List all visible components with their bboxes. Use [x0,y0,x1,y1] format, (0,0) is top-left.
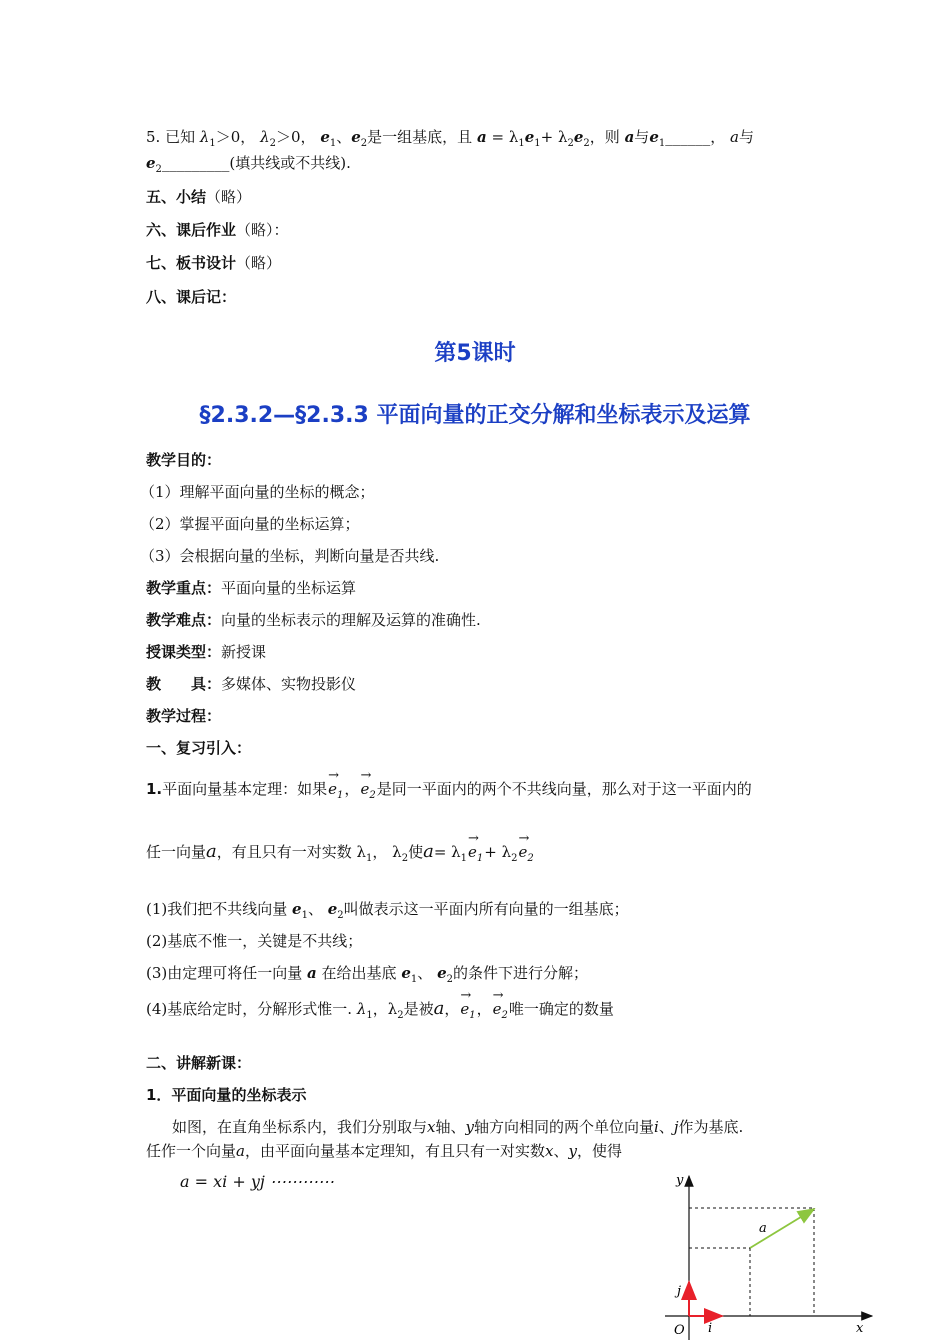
sub: 1 [469,1010,476,1021]
j-label: j [677,1284,682,1299]
sub: 2 [446,974,453,985]
para-text: 轴方向相同的两个单位向量 [473,1118,654,1136]
vector-e: e [327,900,338,918]
note-text: ，λ [372,1000,398,1018]
theorem-text: 使 [408,843,424,861]
math-y: y [465,1118,474,1136]
number: 1. [146,780,163,798]
note-text: (4)基底给定时，分解形式惟一. [146,1000,353,1018]
note-2: (2)基底不惟一，关键是不共线； [146,932,363,950]
math-x: x [544,1142,554,1160]
q5-text: = λ [491,128,519,146]
para-text: 、 [553,1142,569,1160]
theorem-text: 是同一平面内的两个不共线向量，那么对于这一平面内的 [376,780,752,798]
vector-e: e [146,154,156,172]
sub: 1 [658,138,666,149]
sub: 1 [366,853,373,864]
lambda: λ [260,128,270,146]
sub: 2 [527,853,534,864]
q5-text: ，则 [589,128,620,146]
i-label: i [708,1321,713,1336]
vector-e1 [468,842,483,865]
note-text: 的条件下进行分解； [452,964,588,982]
goal-2: （2）掌握平面向量的坐标运算； [140,515,360,533]
q5-text: 、 [336,128,352,146]
vector-letter: e [468,843,477,861]
para-text: 如图，在直角坐标系内，我们分别取与 [172,1118,428,1136]
vector-e: e [401,964,411,982]
answer-blank: _________ [161,154,230,172]
section-board [146,253,281,273]
coord-heading: 1．平面向量的坐标表示 [146,1086,307,1104]
vector-e: e [320,128,330,146]
goal-3: （3）会根据向量的坐标，判断向量是否共线. [140,547,440,565]
theorem-text: ，有且只有一对实数 λ [216,843,367,861]
tools [146,674,356,694]
note: （略） [236,254,282,272]
theorem-text: ， [344,780,360,798]
q5-text: ， [710,128,726,146]
theorem-text: 任一向量 [146,843,207,861]
heading: 七、板书设计 [146,254,237,272]
review-heading: 一、复习引入： [146,739,252,757]
math-x: x [427,1118,436,1136]
lesson-title: 第5课时 [434,341,516,366]
para-text: ，由平面向量基本定理知，有且只有一对实数 [244,1142,545,1160]
formula: a = xi + yj ⋯⋯⋯⋯ [180,1172,334,1191]
keypoint [146,578,356,598]
paragraph-line2 [146,1141,622,1161]
sub: 2 [155,164,162,175]
vector-e: e [573,128,584,146]
goal-1: （1）理解平面向量的坐标的概念； [140,483,375,501]
vector-e: e [437,964,447,982]
math-j: j [673,1118,679,1136]
origin-label: O [674,1323,685,1338]
label: 教学难点： [146,611,222,629]
sub: 2 [369,790,376,801]
note: （略）： [236,221,289,239]
math-i: i [654,1118,659,1136]
note-text: ， [444,1000,460,1018]
label: 教 具： [146,675,222,693]
section-homework [146,220,289,240]
q5-text: 5. 已知 [146,128,196,146]
sub: 1 [301,910,308,921]
q5-text: ＞0， [275,128,316,146]
section-summary [146,187,251,207]
sub: 2 [401,853,409,864]
sub: 1 [534,138,541,149]
theorem-text: ， λ [372,843,402,861]
note-text: (1)我们把不共线向量 [146,900,288,918]
sub: 2 [583,138,590,149]
theorem-text: = λ [433,843,461,861]
note-text: 是被 [403,1000,434,1018]
vector-e: e [524,128,535,146]
process-label: 教学过程： [146,707,222,725]
vector-a: a [206,841,217,862]
note-text: 、 [307,900,323,918]
vector-letter: e [518,843,528,861]
sub: 1 [366,1010,373,1021]
sub: 2 [337,910,344,921]
vector-e: e [292,900,302,918]
note-text: 、 [417,964,433,982]
vector-e1 [460,999,475,1022]
sub: 2 [511,853,518,864]
sub: 1 [518,138,525,149]
label: 教学重点： [146,579,222,597]
para-text: ，使得 [576,1142,622,1160]
vector-e: e [649,128,659,146]
y-axis-label: y [676,1173,684,1188]
answer-blank: ______ [665,128,711,146]
vector-a: a [476,128,487,146]
sub: 2 [360,138,368,149]
vector-e2 [519,842,534,865]
difficulty [146,610,481,630]
question-5-line2 [146,153,351,176]
vector-a: a [307,964,317,982]
paragraph-line1 [172,1117,743,1137]
newlesson-heading: 二、讲解新课： [146,1054,252,1072]
theorem-line1 [146,779,752,802]
note-text: 叫做表示这一平面内所有向量的一组基底； [343,900,629,918]
vector-letter: e [460,1000,470,1018]
theorem-text: 平面向量基本定理：如果 [162,780,328,798]
vector-a: a [433,998,445,1019]
q5-text: + λ [540,128,568,146]
sub: 1 [209,138,216,149]
q5-text: 是一组基底，且 [367,128,473,146]
sub: 1 [460,853,468,864]
value: 向量的坐标表示的理解及运算的准确性. [221,611,481,629]
sub: 2 [269,138,276,149]
q5-text: (填共线或不共线). [229,154,351,172]
note-1 [146,899,629,922]
vector-e2 [493,999,508,1022]
theorem-text: + λ [484,843,512,861]
vector-a: a [624,128,635,146]
value: 新授课 [221,643,267,661]
para-text: 作为基底. [678,1118,744,1136]
vector-e2 [360,779,375,802]
note-4 [146,999,614,1022]
a-label: a [759,1221,767,1236]
label: 授课类型： [146,643,222,661]
sub: 2 [397,1010,404,1021]
lambda: λ [199,128,210,146]
lambda: λ [356,1000,367,1018]
topic-title: §2.3.2—§2.3.3 平面向量的正交分解和坐标表示及运算 [199,403,751,428]
q5-text: ＞0， [215,128,256,146]
section-afterclass [146,287,236,307]
heading: 六、课后作业 [146,221,237,239]
sub: 1 [476,853,484,864]
theorem-line2 [146,842,535,865]
vector-letter: e [360,780,370,798]
vector-letter: e [328,780,338,798]
para-text: 任作一个向量 [146,1142,237,1160]
heading: 八、课后记： [146,288,237,306]
q5-text: 与 [634,128,650,146]
note-text: 唯一确定的数量 [508,1000,614,1018]
vector-e: e [351,128,361,146]
vector-letter: e [492,1000,502,1018]
value: 平面向量的坐标运算 [221,579,357,597]
heading: 五、小结 [146,188,207,206]
math-a: a [236,1142,245,1160]
note: （略） [206,188,252,206]
vector-e1 [328,779,343,802]
coordinate-figure [660,1164,890,1344]
question-5-line1 [146,127,754,150]
note-text: 在给出基底 [321,964,397,982]
goals-label: 教学目的： [146,451,222,469]
sub: 1 [329,138,337,149]
note-3 [146,963,588,986]
sub: 1 [410,974,418,985]
vector-a: a [423,841,434,862]
note-text: ， [476,1000,492,1018]
q5-text: 与 [738,128,754,146]
value: 多媒体、实物投影仪 [221,675,357,693]
para-text: 、 [658,1118,674,1136]
para-text: 轴、 [435,1118,466,1136]
sub: 2 [567,138,574,149]
sub: 2 [501,1010,508,1021]
note-text: (3)由定理可将任一向量 [146,964,303,982]
lesson-type [146,642,266,662]
math-y: y [568,1142,577,1160]
vector-a: a [730,128,739,146]
sub: 1 [337,790,344,801]
x-axis-label: x [856,1321,864,1336]
